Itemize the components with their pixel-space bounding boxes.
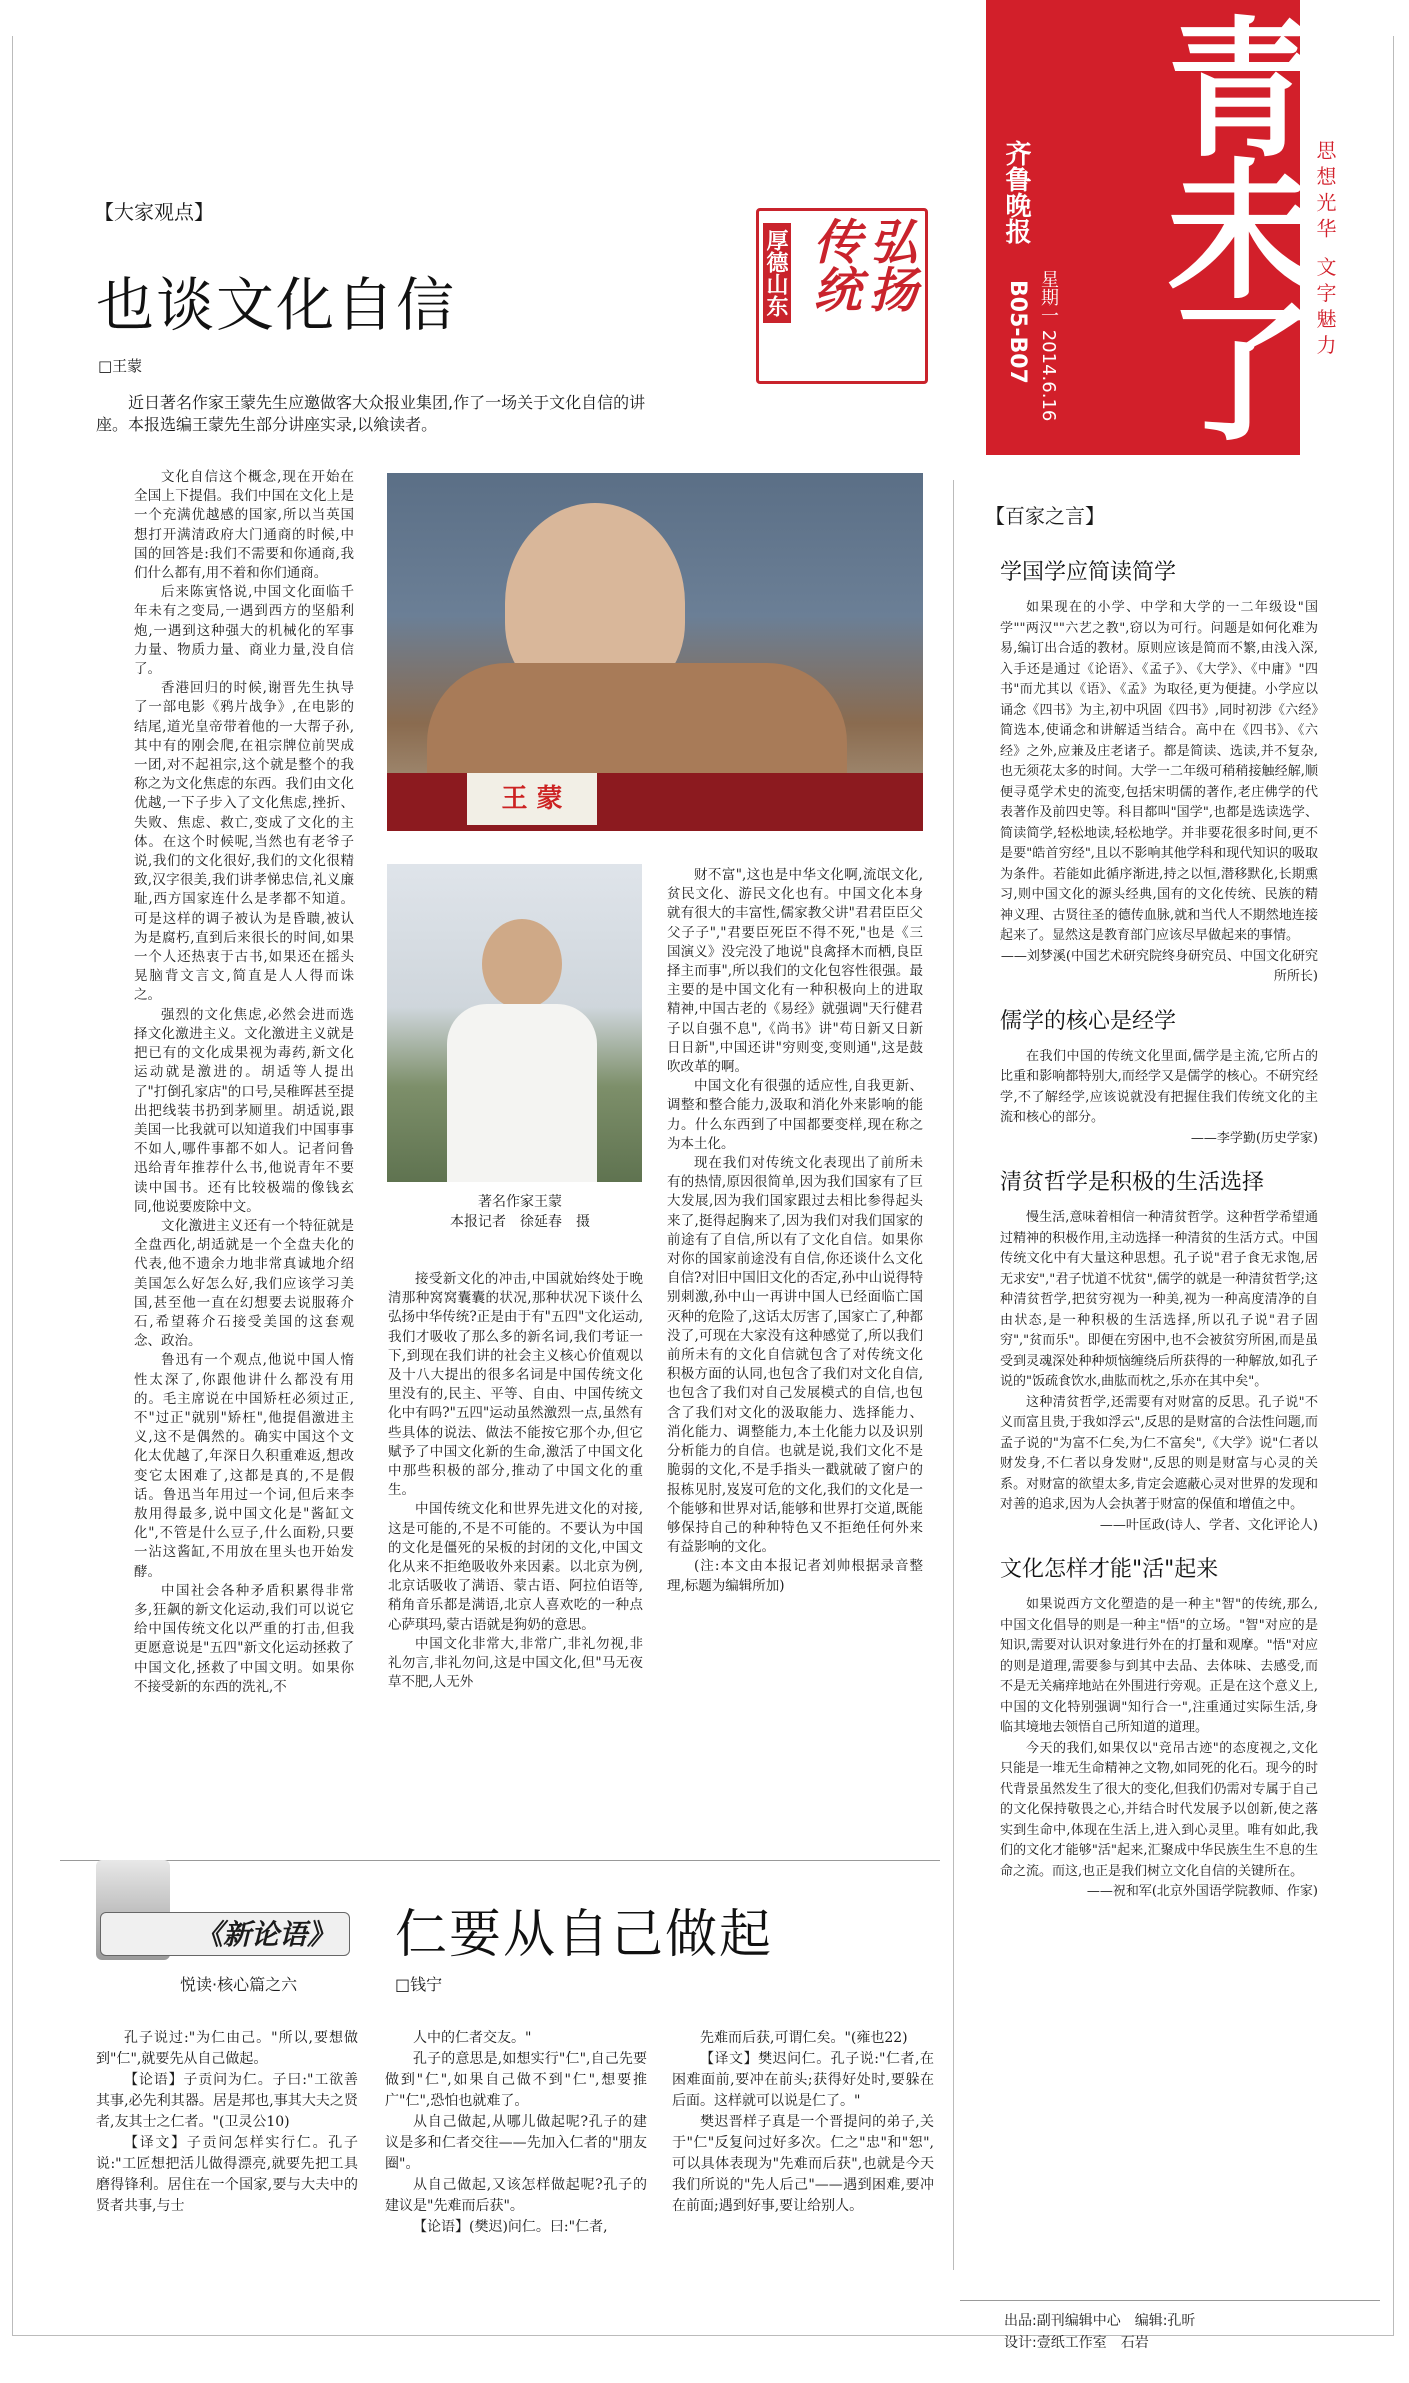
paragraph: ——祝和军(北京外国语学院教师、作家) [1086,1884,1318,1899]
sidebar-article-body [1000,1208,1318,1536]
feature-tag: 【大家观点】 [94,200,214,224]
newspaper-logo: 齐鲁晚报 [1001,140,1031,244]
paragraph: 财不富",这也是中华文化啊,流氓文化,贫民文化、游民文化也有。中国文化本身就有很大的丰富性,儒家教父讲"君君臣臣父父子子","君要臣死臣不得不死,"也是《三国演义》没完没了地说"良禽择木而栖,良臣择主而事",所以我们的文化包容性很强。最主要的是中国文化有一种积极向上的进取精神,中国古老的《易经》就强调"天行健君子以自强不息",《尚书》讲"苟日新又日新日日新",中国还讲"穷则变,变则通",这是鼓吹改革的啊。 [667,867,923,1076]
paragraph: 先难而后获,可谓仁矣。"(雍也22) [700,2030,908,2046]
column-headline: 仁要从自己做起 [395,1905,774,1965]
sidebar-article [1000,1004,1318,1150]
paragraph: 文化自信这个概念,现在开始在全国上下提倡。我们中国在文化上是一个充满优越感的国家,所以当英国想打开满清政府大门通商的时候,中国的回答是:我们不需要和你通商,我们什么都有,用不着和你们通商。 [134,469,354,582]
paragraph: 如果说西方文化塑造的是一种主"智"的传统,那么,中国文化倡导的则是一种主"悟"的立场。"智"对应的是知识,需要对认识对象进行外在的打量和观摩。"悟"对应的则是道理,需要参与到其中去品、去体味、去感受,而不是无关痛痒地站在外围进行旁观。正是在这个意义上,中国的文化特别强调"知行合一",注重通过实际生活,身临其境地去领悟自己所知道的道理。 [1000,1597,1318,1735]
author-photo [387,864,642,1182]
seal-side-text: 厚德山东 [763,223,791,323]
column-text-3 [672,2028,934,2318]
paragraph: 从自己做起,又该怎样做起呢?孔子的建议是"先难而后获"。 [385,2177,647,2214]
feature-column-2 [388,1270,643,1840]
paragraph: 【论语】(樊迟)问仁。曰:"仁者, [413,2219,608,2235]
speaker-photo [387,473,923,831]
paragraph: 从自己做起,从哪儿做起呢?孔子的建议是多和仁者交往——先加入仁者的"朋友圈"。 [385,2114,647,2172]
paragraph: 现在我们对传统文化表现出了前所未有的热情,原因很简单,因为我们国家有了巨大发展,因为我们国家跟过去相比参得起头来了,挺得起胸来了,因为我们对我们国家的前途有了自信,所以有了文化自信。如果你对你的国家前途没有自信,你还谈什么文化自信?对旧中国旧文化的否定,孙中山说得特别刺激,孙中山一再讲中国人已经面临亡国灭种的危险了,这话太厉害了,国家亡了,种都没了,可现在大家没有这种感觉了,所以我们前所未有的文化自信就包含了对传统文化积极方面的认同,也包含了我们对文化自信,也包含了我们对自己发展模式的自信,也包含了我们对文化的汲取能力、选择能力、消化能力、调整能力,本土化能力以及识别分析能力的自信。也就是说,我们文化不是脆弱的文化,不是手指头一戳就破了窗户的报栋见肘,岌岌可危的文化,我们的文化是一个能够和世界对话,能够和世界打交道,既能够保持自己的种种特色又不拒绝任何外来有益影响的文化。 [667,1155,923,1556]
section-slogan: 思想光华 文字魅力 [1313,140,1337,361]
paragraph: ——李学勤(历史学家) [1190,1130,1318,1146]
paragraph: 慢生活,意味着相信一种清贫哲学。这种哲学希望通过精神的积极作用,主动选择一种清贫的生活方式。中国传统文化中有大量这种思想。孔子说"君子食无求饱,居无求安","君子忧道不忧贫",儒学的就是一种清贫哲学;这种清贫哲学,把贫穷视为一种美,视为一种高度清净的自由状态,是一种积极的生活选择,所以孔子说"君子固穷","贫而乐"。即便在穷困中,也不会被贫穷所困,而是虽受到灵魂深处种种烦恼缠绕后所获得的一种解放,如孔子说的"饭疏食饮水,曲肱而枕之,乐亦在其中矣"。 [1000,1210,1318,1389]
paragraph: 鲁迅有一个观点,他说中国人惰性太深了,你跟他讲什么都没有用的。毛主席说在中国矫枉必须过正,不"过正"就别"矫枉",他提倡激进主义,这不是偶然的。确实中国这个文化太优越了,年深日久积重难返,想改变它太困难了,这都是真的,不是假话。鲁迅当年用过一个词,但后来李敖用得最多,说中国文化是"酱缸文化",不管是什么豆子,什么面粉,只要一沾这酱缸,不用放在里头也开始发酵。 [134,1352,354,1580]
photo-nameplate: 王 蒙 [467,773,597,825]
credits-line-2: 设计:壹纸工作室 石岩 [1004,2335,1149,2351]
column-byline: □钱宁 [395,1975,443,1994]
paragraph: 孔子的意思是,如想实行"仁",自己先要做到"仁",如果自己做不到"仁",想要推广"仁",恐怕也就难了。 [385,2051,647,2109]
credits-rule [960,2300,1380,2301]
paragraph: 【译文】樊迟问仁。孔子说:"仁者,在困难面前,要冲在前头;获得好处时,要躲在后面。这样就可以说是仁了。" [672,2051,934,2109]
seal-main-text: 弘扬 传统 [805,217,917,313]
paragraph: (注:本文由本报记者刘帅根据录音整理,标题为编辑所加) [667,1558,923,1594]
column-divider [953,480,954,2270]
feature-byline: □王蒙 [98,357,143,375]
paragraph: 香港回归的时候,谢晋先生执导了一部电影《鸦片战争》,在电影的结尾,道光皇帝带着他的一大帮子孙,其中有的刚会爬,在祖宗牌位前哭成一团,对不起祖宗,这个就是整个的我称之为文化焦虑的东西。我们由文化优越,一下子步入了文化焦虑,挫折、失败、焦虑、救亡,变成了文化的主体。在这个时候呢,当然也有老爷子说,我们的文化很好,我们的文化很精致,汉字很美,我们讲孝悌忠信,礼义廉耻,西方国家连什么是孝都不知道。可是这样的调子被认为是昏聩,被认为是腐朽,直到后来很长的时间,如果一个人还热衷于古书,如果还在摇头晃脑背文言文,简直是人人得而诛之。 [134,680,354,1004]
paragraph: 人中的仁者交友。" [413,2030,532,2046]
paragraph: 中国文化非常大,非常广,非礼勿视,非礼勿言,非礼勿问,这是中国文化,但"马无夜草不肥,人无外 [388,1635,643,1691]
paragraph: ——刘梦溪(中国艺术研究院终身研究员、中国文化研究所所长) [1000,948,1318,984]
column-text-2 [385,2028,647,2318]
paragraph: 中国传统文化和世界先进文化的对接,这是可能的,不是不可能的。不要认为中国的文化是僵死的呆板的封闭的文化,中国文化从来不拒绝吸收外来因素。以北京为例,北京话吸收了满语、蒙古语、阿拉伯语等,稍角音乐都是满语,北京人喜欢吃的一种点心萨琪玛,蒙古语就是狗奶的意思。 [388,1501,643,1633]
credits [1004,2310,1195,2354]
seal-stamp [756,208,928,384]
sidebar-article-body [1000,1047,1318,1150]
sidebar-tag: 【百家之言】 [985,504,1105,528]
paragraph: 强烈的文化焦虑,必然会进而选择文化激进主义。文化激进主义就是把已有的文化成果视为毒药,新文化运动就是激进的。胡适等人提出了"打倒孔家店"的口号,吴稚晖甚至提出把线装书扔到茅厕里。胡适说,跟美国一比我就可以知道我们中国事事不如人,哪件事都不如人。记者问鲁迅给青年推荐什么书,他说青年不要读中国书。还有比较极端的像钱玄同,他说要废除中文。 [134,1006,354,1215]
section-title: 青未了 [1141,10,1315,436]
feature-intro: 近日著名作家王蒙先生应邀做客大众报业集团,作了一场关于文化自信的讲座。本报选编王蒙先生部分讲座实录,以飨读者。 [96,393,646,434]
feature-headline: 也谈文化自信 [96,271,457,339]
portrait-figure-2 [482,919,562,1009]
sidebar-article-body [1000,598,1318,988]
column-text-1 [96,2028,358,2318]
section-rule [60,1860,940,1861]
sidebar-article-title: 学国学应简读简学 [1000,560,1177,585]
paragraph: 这种清贫哲学,还需要有对财富的反思。孔子说"不义而富且贵,于我如浮云",反思的是财富的合法性问题,而孟子说的"为富不仁矣,为仁不富矣",《大学》说"仁者以财发身,不仁者以身发财",反思的则是财富与心灵的关系。对财富的欲望太多,肯定会遮蔽心灵对世界的发现和对善的追求,因为人会执著于财富的保值和增值之中。 [1000,1394,1318,1512]
sidebar-article-title: 儒学的核心是经学 [1000,1008,1177,1034]
column-badge: 《新论语》 [100,1912,350,1956]
page-range: B05-B07 [1005,280,1030,384]
paragraph: 接受新文化的冲击,中国就始终处于晚清那种窝窝囊囊的状况,那种状况下谈什么弘扬中华传统?正是由于有"五四"文化运动,我们才吸收了那么多的新名词,我们考证一下,到现在我们讲的社会主义核心价值观以及十八大提出的很多名词是中国传统文化里没有的,民主、平等、自由、中国传统文化中有吗?"五四"运动虽然激烈一点,虽然有些具体的说法、做法不能按它那个办,但它赋予了中国文化新的生命,激活了中国文化中那些积极的部分,推动了中国文化的重生。 [388,1271,643,1499]
paragraph: 【译文】子贡问怎样实行仁。孔子说:"工匠想把活儿做得漂亮,就要先把工具磨得锋利。居住在一个国家,要与大夫中的贤者共事,与士 [96,2135,358,2214]
paragraph: 樊迟晋样子真是一个晋提问的弟子,关于"仁"反复问过好多次。仁之"忠"和"恕",可以具体表现为"先难而后获",也就是今天我们所说的"先人后己"——遇到困难,要冲在前面;遇到好事,要让给别人。 [672,2114,934,2214]
paragraph: 中国文化有很强的适应性,自我更新、调整和整合能力,汲取和消化外来影响的能力。什么东西到了中国都要变样,现在称之为本土化。 [667,1078,923,1152]
sidebar-article [1000,1552,1318,1903]
sidebar-article [1000,1165,1318,1536]
column-subtitle: 悦读·核心篇之六 [180,1975,298,1994]
paragraph: 今天的我们,如果仅以"竞吊古迹"的态度视之,文化只能是一堆无生命精神之文物,如同死的化石。现今的时代背景虽然发生了很大的变化,但我们仍需对专属于自己的文化保持敬畏之心,并结合时代发展予以创新,使之落实到生命中,体现在生活上,进入到心灵里。唯有如此,我们的文化才能够"活"起来,汇聚成中华民族生生不息的生命之流。而这,也正是我们树立文化自信的关键所在。 [1000,1740,1318,1879]
sidebar-article [1000,555,1318,988]
paragraph: 如果现在的小学、中学和大学的一二年级设"国学""两汉""六艺之教",窃以为可行。问题是如何化难为易,编订出合适的教材。原则应该是简而不繁,由浅入深,入手还是通过《论语》、《孟子》、《大学》、《中庸》"四书"而尤其以《语》、《孟》为取径,更为便捷。小学应以诵念《四书》为主,初中巩固《四书》,同时初涉《六经》简选本,使诵念和讲解适当结合。高中在《四书》、《六经》之外,应兼及庄老诸子。都是简读、选读,并不复杂,也无须花太多的时间。大学一二年级可稍稍接触经解,顺便寻觅学术史的流变,包括宋明儒的著作,老庄佛学的代表著作及前四史等。科目都叫"国学",也都是选读选学、简读简学,轻松地读,轻松地学。并非要花很多时间,更不是要"皓首穷经",且以不影响其他学科和现代知识的吸取为条件。若能如此循序渐进,持之以恒,潜移默化,长期熏习,则中国文化的源头经典,国有的文化传统、民族的精神义理、古贤往圣的德传血脉,就和当代人不期然地连接起来了。显然这是教育部门应该尽早做起来的事情。 [1000,600,1318,943]
paragraph: 中国社会各种矛盾积累得非常多,狂飙的新文化运动,我们可以说它给中国传统文化以严重的打击,但我更愿意说是"五四"新文化运动拯救了中国文化,拯救了中国文明。如果你不接受新的东西的洗礼,不 [134,1582,354,1695]
paragraph: 孔子说过:"为仁由己。"所以,要想做到"仁",就要先从自己做起。 [96,2030,358,2067]
portrait-body-2 [447,1004,597,1182]
paragraph: 【论语】子贡问为仁。子曰:"工欲善其事,必先利其器。居是邦也,事其大夫之贤者,友其士之仁者。"(卫灵公10) [96,2072,358,2130]
sidebar-articles [1000,545,1318,2260]
paragraph: ——叶匡政(诗人、学者、文化评论人) [1099,1517,1318,1533]
publication-date: 星期一 2014.6.16 [1038,270,1059,422]
sidebar-article-body [1000,1595,1318,1903]
sidebar-article-title: 文化怎样才能"活"起来 [1000,1557,1219,1582]
credits-line-1: 出品:副刊编辑中心 编辑:孔昕 [1004,2313,1196,2329]
feature-column-3 [667,866,923,1841]
photo-caption: 著名作家王蒙 本报记者 徐延春 摄 [450,1194,590,1230]
paragraph: 在我们中国的传统文化里面,儒学是主流,它所占的比重和影响都特别大,而经学又是儒学的核心。不研究经学,不了解经学,应该说就没有把握住我们传统文化的主流和核心的部分。 [1000,1048,1318,1125]
feature-column-1 [134,468,354,1843]
paragraph: 文化激进主义还有一个特征就是全盘西化,胡适就是一个全盘夫化的代表,他不遗余力地非常真诚地介绍美国怎么好怎么好,我们应该学习美国,甚至他一直在幻想要去说服蒋介石,希望蒋介石接受美国的这套观念、政治。 [134,1217,354,1350]
sidebar-article-title: 清贫哲学是积极的生活选择 [1000,1170,1265,1195]
paragraph: 后来陈寅恪说,中国文化面临千年未有之变局,一遇到西方的坚船利炮,一遇到这种强大的机械化的军事力量、物质力量、商业力量,没自信了。 [134,584,354,678]
